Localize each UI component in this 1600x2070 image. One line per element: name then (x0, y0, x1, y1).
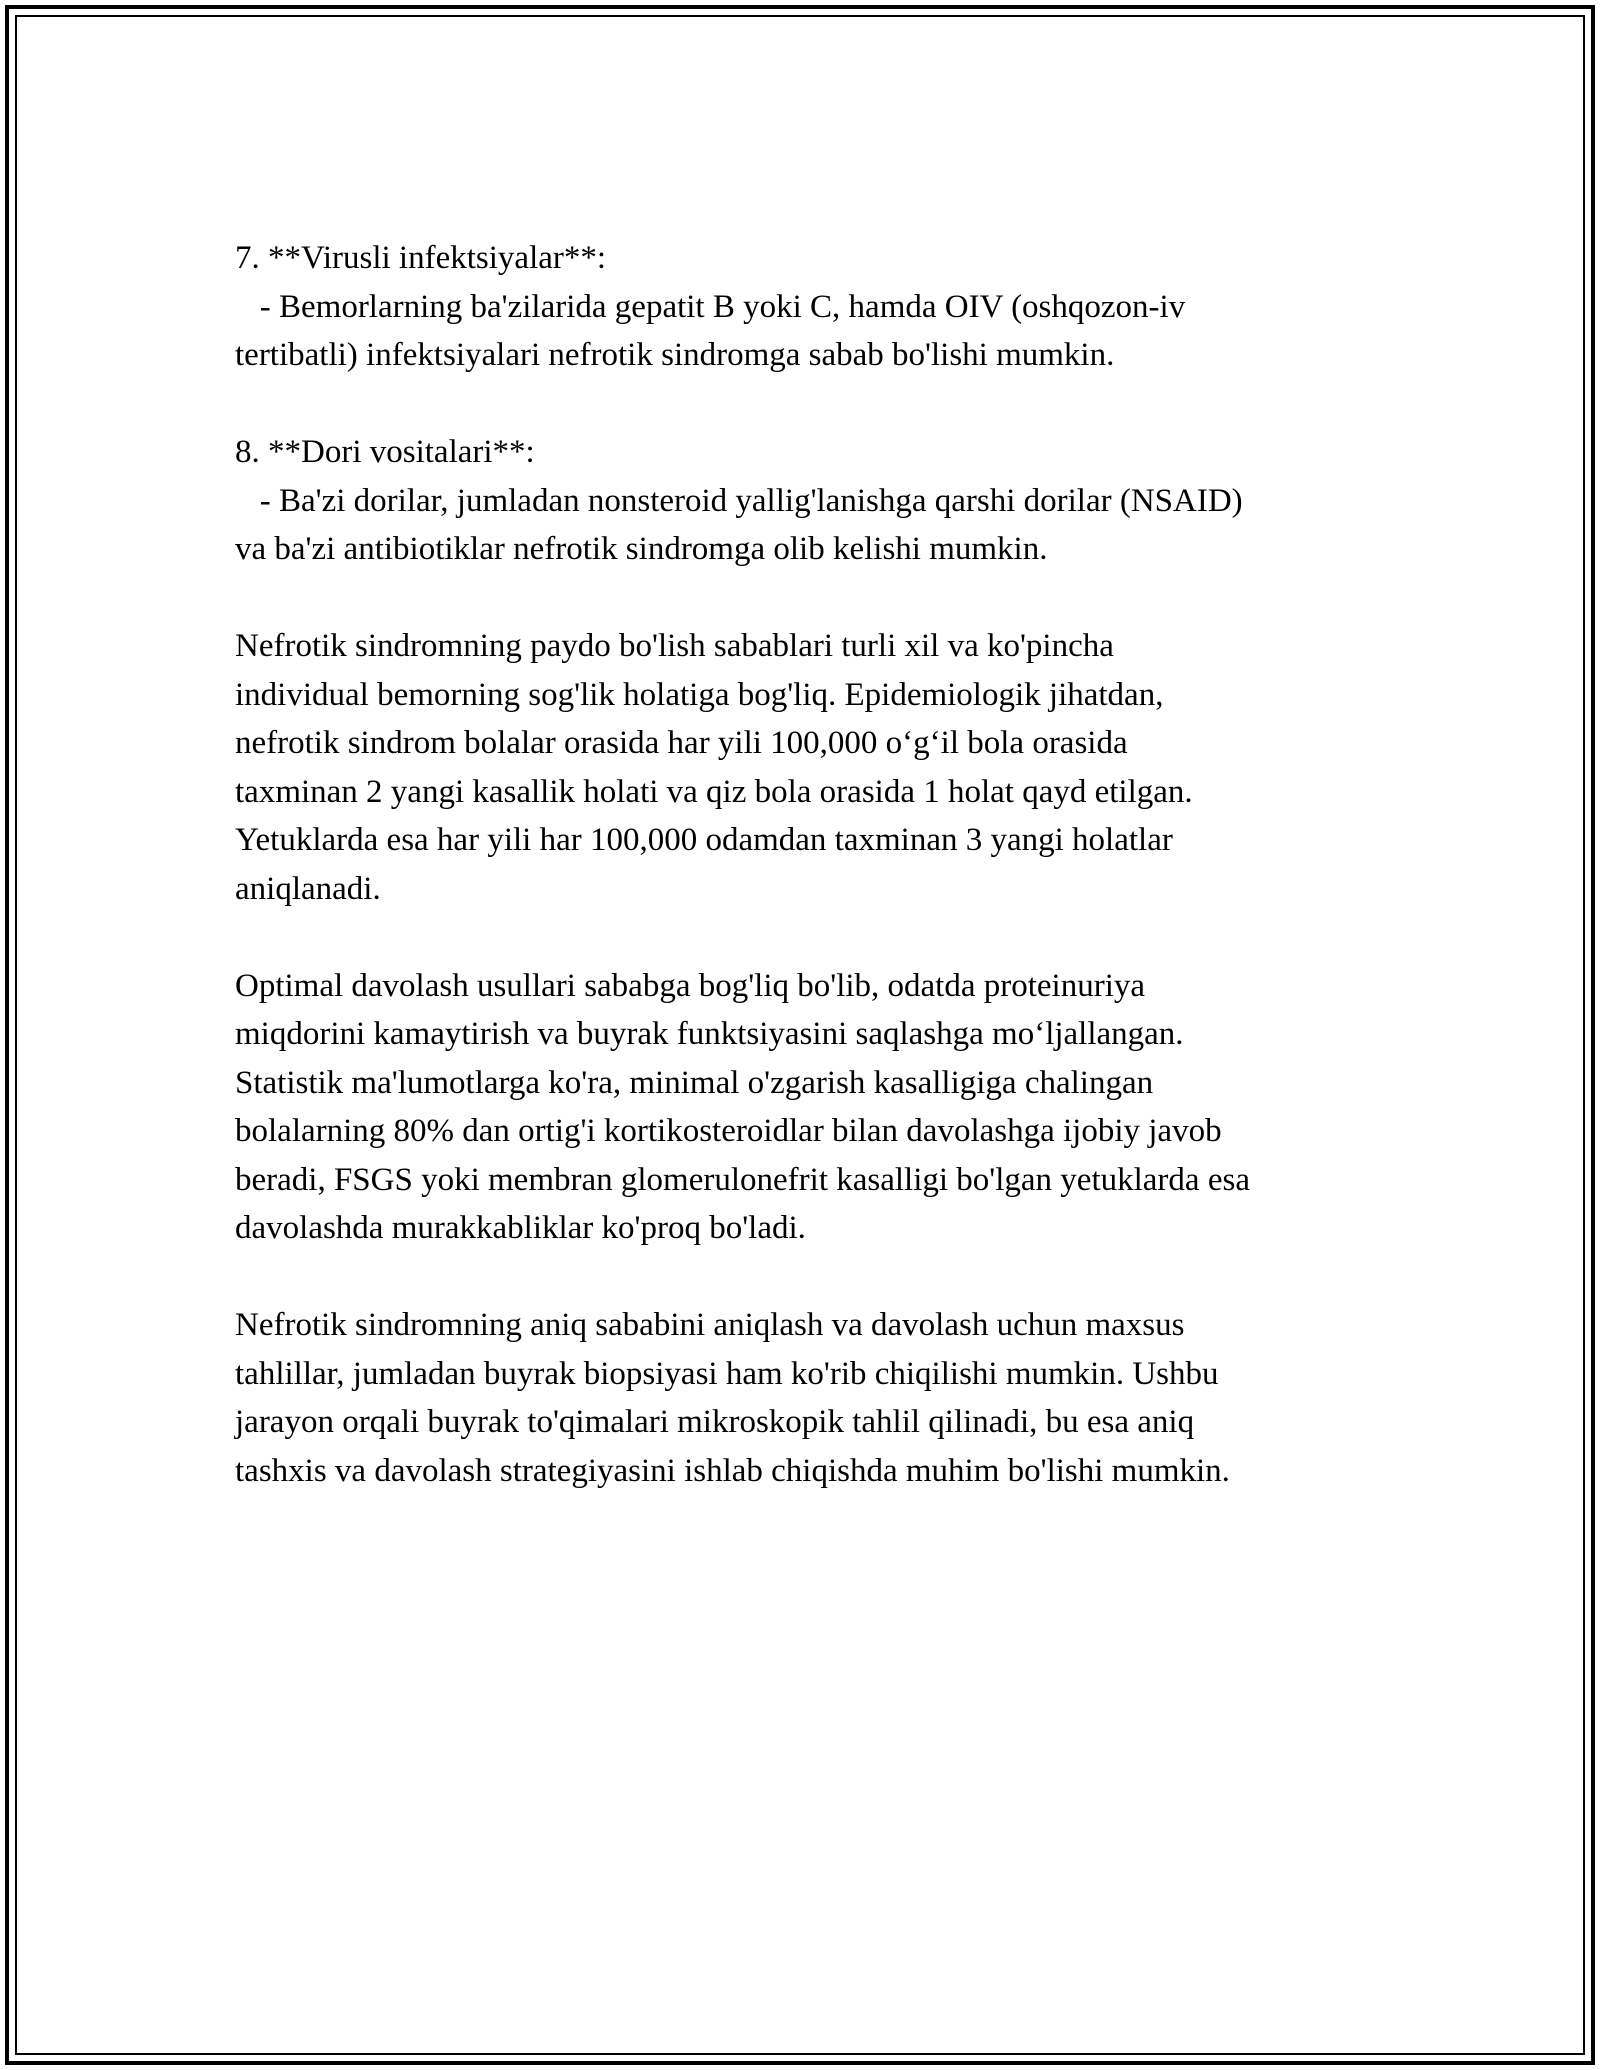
list-item-line: va ba'zi antibiotiklar nefrotik sindromga olib kelishi mumkin. (235, 531, 1048, 567)
paragraph-epidemiology (235, 622, 1385, 913)
list-item-heading: 8. **Dori vositalari**: (235, 434, 535, 470)
list-item-line: tertibatli) infektsiyalari nefrotik sindromga sabab bo'lishi mumkin. (235, 337, 1115, 373)
list-item-line: - Bemorlarning ba'zilarida gepatit B yoki C, hamda OIV (oshqozon-iv (235, 288, 1186, 325)
list-item-heading: 7. **Virusli infektsiyalar**: (235, 240, 607, 276)
paragraph-line: taxminan 2 yangi kasallik holati va qiz bola orasida 1 holat qayd etilgan. (235, 773, 1193, 810)
paragraph-line: jarayon orqali buyrak to'qimalari mikroskopik tahlil qilinadi, bu esa aniq (235, 1404, 1195, 1440)
paragraph-line: Nefrotik sindromning paydo bo'lish sabablari turli xil va ko'pincha (235, 628, 1114, 664)
paragraph-line: nefrotik sindrom bolalar orasida har yili 100,000 o‘g‘il bola orasida (235, 725, 1128, 761)
paragraph-line: tashxis va davolash strategiyasini ishlab chiqishda muhim bo'lishi mumkin. (235, 1452, 1230, 1489)
paragraph-line: tahlillar, jumladan buyrak biopsiyasi ham ko'rib chiqilishi mumkin. Ushbu (235, 1355, 1219, 1392)
list-item-medications (235, 428, 1385, 574)
paragraph-diagnosis (235, 1301, 1385, 1495)
paragraph-line: beradi, FSGS yoki membran glomerulonefrit kasalligi bo'lgan yetuklarda esa (235, 1161, 1250, 1198)
paragraph-treatment (235, 962, 1385, 1253)
paragraph-line: aniqlanadi. (235, 870, 381, 907)
paragraph-line: Nefrotik sindromning aniq sababini aniqlash va davolash uchun maxsus (235, 1307, 1185, 1343)
list-item-viral-infections (235, 234, 1385, 380)
document-body (235, 234, 1385, 1544)
paragraph-line: davolashda murakkabliklar ko'proq bo'ladi. (235, 1210, 806, 1246)
paragraph-line: Yetuklarda esa har yili har 100,000 odamdan taxminan 3 yangi holatlar (235, 822, 1173, 858)
paragraph-line: Statistik ma'lumotlarga ko'ra, minimal o'zgarish kasalligiga chalingan (235, 1064, 1154, 1101)
paragraph-line: Optimal davolash usullari sababga bog'liq bo'lib, odatda proteinuriya (235, 967, 1146, 1004)
paragraph-line: individual bemorning sog'lik holatiga bog'liq. Epidemiologik jihatdan, (235, 676, 1164, 713)
paragraph-line: miqdorini kamaytirish va buyrak funktsiyasini saqlashga mo‘ljallangan. (235, 1016, 1184, 1052)
list-item-line: - Ba'zi dorilar, jumladan nonsteroid yallig'lanishga qarshi dorilar (NSAID) (235, 482, 1243, 519)
paragraph-line: bolalarning 80% dan ortig'i kortikosteroidlar bilan davolashga ijobiy javob (235, 1113, 1222, 1149)
